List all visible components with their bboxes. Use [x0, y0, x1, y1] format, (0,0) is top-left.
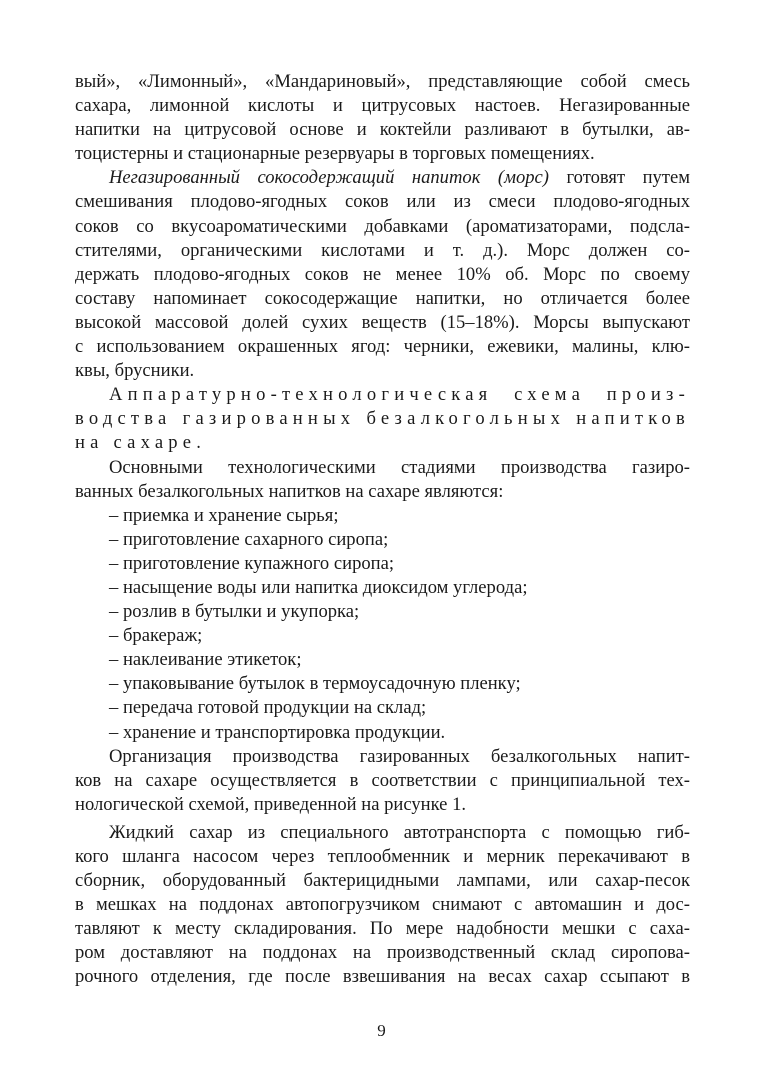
text-line: Жидкий сахар из специального автотранспорта с помощью гиб-: [109, 821, 690, 843]
text-line: сборник, оборудованный бактерицидными лампами, или сахар-песок: [75, 870, 690, 892]
list-item: – наклеивание этикеток;: [109, 649, 302, 671]
text-line: держать плодово-ягодных соков не менее 10% об. Морс по своему: [75, 263, 690, 285]
heading-line: водства газированных безалкогольных напитков: [75, 408, 690, 430]
text-line: напитки на цитрусовой основе и коктейли разливают в бутылки, ав-: [75, 119, 690, 141]
text-line: вый», «Лимонный», «Мандариновый», представляющие собой смесь: [75, 71, 690, 92]
list-item: – передача готовой продукции на склад;: [109, 697, 427, 719]
list-item: – насыщение воды или напитка диоксидом углерода;: [109, 576, 528, 598]
text-line: Основными технологическими стадиями производства газиро-: [109, 456, 690, 478]
text-line: Организация производства газированных безалкогольных напит-: [109, 745, 690, 767]
list-item: – упаковывание бутылок в термоусадочную пленку;: [109, 673, 521, 695]
text-line: ром доставляют на поддонах на производственный склад сиропова-: [75, 942, 690, 964]
text-line: рочного отделения, где после взвешивания на весах сахар ссыпают в: [75, 966, 690, 988]
list-item: – розлив в бутылки и укупорка;: [109, 601, 360, 623]
list-item: – приготовление купажного сиропа;: [109, 552, 395, 574]
page-number: 9: [377, 1021, 386, 1040]
paragraph-stages-intro: [75, 456, 690, 504]
text-line: смешивания плодово-ягодных соков или из смеси плодово-ягодных: [75, 191, 690, 213]
text-line: с использованием окрашенных ягод: черники, ежевики, малины, клю-: [75, 336, 690, 358]
text-line: стителями, органическими кислотами и т. д.). Морс должен со-: [75, 239, 690, 261]
text-line: соков со вкусоароматическими добавками (ароматизаторами, подсла-: [75, 215, 690, 237]
section-heading: [75, 383, 690, 455]
paragraph-liquid-sugar: [75, 821, 690, 990]
paragraph-organization: [75, 745, 690, 817]
text-line: [75, 166, 690, 190]
list-item: – бракераж;: [109, 625, 203, 647]
stages-list: [75, 504, 690, 745]
heading-line: Аппаратурно-технологическая схема произ-: [109, 384, 690, 406]
italic-term: Негазированный сокосодержащий напиток (морс): [109, 167, 549, 189]
body-text: [75, 70, 690, 990]
text-line: тоцистерны и стационарные резервуары в торговых помещениях.: [75, 143, 595, 165]
text-line: квы, брусники.: [75, 360, 195, 382]
text-line: составу напоминает сокосодержащие напитки, но отличается более: [75, 287, 690, 309]
heading-line: на сахаре.: [75, 432, 207, 454]
paragraph-mors: [75, 166, 690, 383]
paragraph-citrus-drinks: [75, 70, 690, 166]
list-item: – приготовление сахарного сиропа;: [109, 528, 389, 550]
list-item: – хранение и транспортировка продукции.: [109, 721, 446, 743]
text-line: кого шланга насосом через теплообменник и мерник перекачивают в: [75, 846, 690, 867]
text-line: тавляют к месту складирования. По мере надобности мешки с саха-: [75, 918, 690, 940]
text-span: готовят путем: [549, 167, 690, 189]
text-line: ков на сахаре осуществляется в соответствии с принципиальной тех-: [75, 769, 690, 791]
text-line: в мешках на поддонах автопогрузчиком снимают с автомашин и дос-: [75, 894, 690, 916]
list-item: – приемка и хранение сырья;: [109, 504, 339, 526]
text-line: ванных безалкогольных напитков на сахаре являются:: [75, 480, 504, 502]
text-line: нологической схемой, приведенной на рисунке 1.: [75, 793, 467, 815]
text-line: сахара, лимонной кислоты и цитрусовых настоев. Негазированные: [75, 95, 690, 117]
text-line: высокой массовой долей сухих веществ (15–18%). Морсы выпускают: [75, 311, 690, 333]
